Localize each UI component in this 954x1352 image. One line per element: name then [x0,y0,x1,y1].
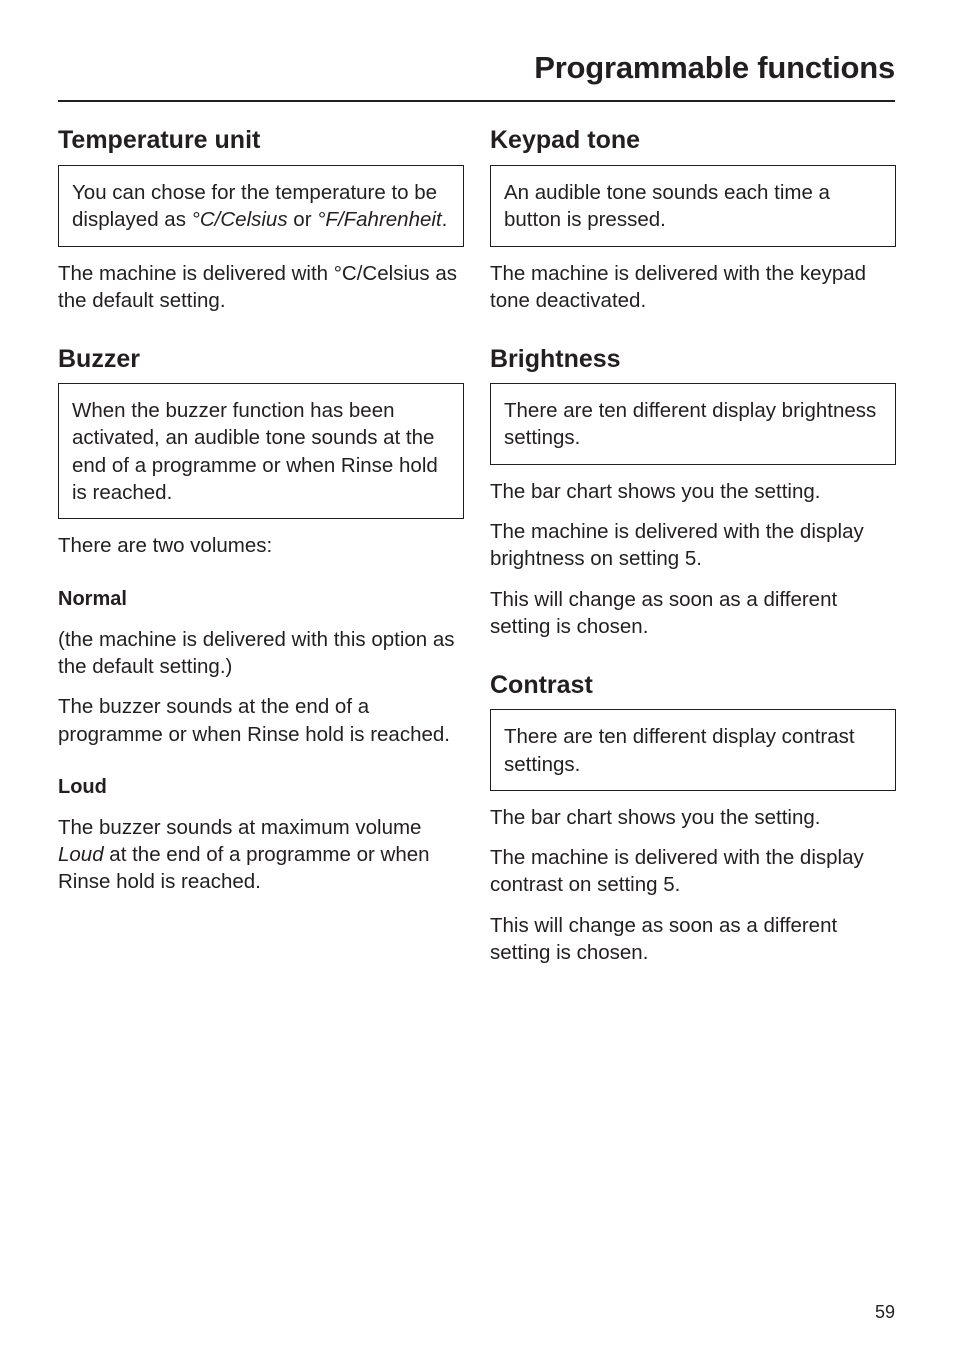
loud-heading: Loud [58,775,107,798]
temperature-unit-box [58,165,464,247]
contrast-text-2: The machine is delivered with the display contrast on setting 5. [490,846,864,897]
brightness-box: There are ten different display brightness settings. [490,383,896,465]
loud-text-italic: Loud [58,843,104,867]
contrast-box: There are ten different display contrast settings. [490,709,896,791]
buzzer-box: When the buzzer function has been activated, an audible tone sounds at the end of a programme or when Rinse hold is reached. [58,383,464,519]
contrast-text-3: This will change as soon as a different setting is chosen. [490,913,838,965]
keypad-tone-box: An audible tone sounds each time a button is pressed. [490,165,896,247]
contrast-heading: Contrast [490,671,593,700]
left-column [58,124,464,896]
brightness-text-2: The machine is delivered with the display brightness on setting 5. [490,520,864,571]
right-column [490,124,896,966]
buzzer-volumes-text: There are two volumes: [58,534,273,558]
temperature-box-end: . [441,208,448,232]
page-title: Programmable functions [534,50,895,85]
temperature-unit-heading: Temperature unit [58,126,261,154]
contrast-text-1: The bar chart shows you the setting. [490,805,821,829]
brightness-text-3: This will change as soon as a different setting is chosen. [490,587,838,638]
temperature-unit-text: The machine is delivered with °C/Celsius as the default setting. [58,261,457,312]
normal-text-1: (the machine is delivered with this option as the default setting.) [58,627,455,678]
temperature-box-text: You can chose for the temperature to be displayed as [72,181,438,232]
fahrenheit-option: °F/Fahrenheit [317,208,442,232]
keypad-tone-text: The machine is delivered with the keypad tone deactivated. [490,261,867,312]
keypad-tone-heading: Keypad tone [490,126,641,154]
brightness-heading: Brightness [490,345,621,374]
loud-text-pre: The buzzer sounds at maximum volume [58,815,422,839]
brightness-text-1: The bar chart shows you the setting. [490,479,821,503]
loud-text [58,814,464,896]
celsius-option: °C/Celsius [191,208,288,232]
normal-heading: Normal [58,587,127,610]
header-divider [58,100,895,102]
buzzer-heading: Buzzer [58,345,140,374]
temperature-box-or: or [287,208,318,232]
loud-text-post: at the end of a programme or when Rinse hold is reached. [58,843,430,894]
page-number: 59 [874,1302,895,1322]
normal-text-2: The buzzer sounds at the end of a programme or when Rinse hold is reached. [58,695,450,746]
